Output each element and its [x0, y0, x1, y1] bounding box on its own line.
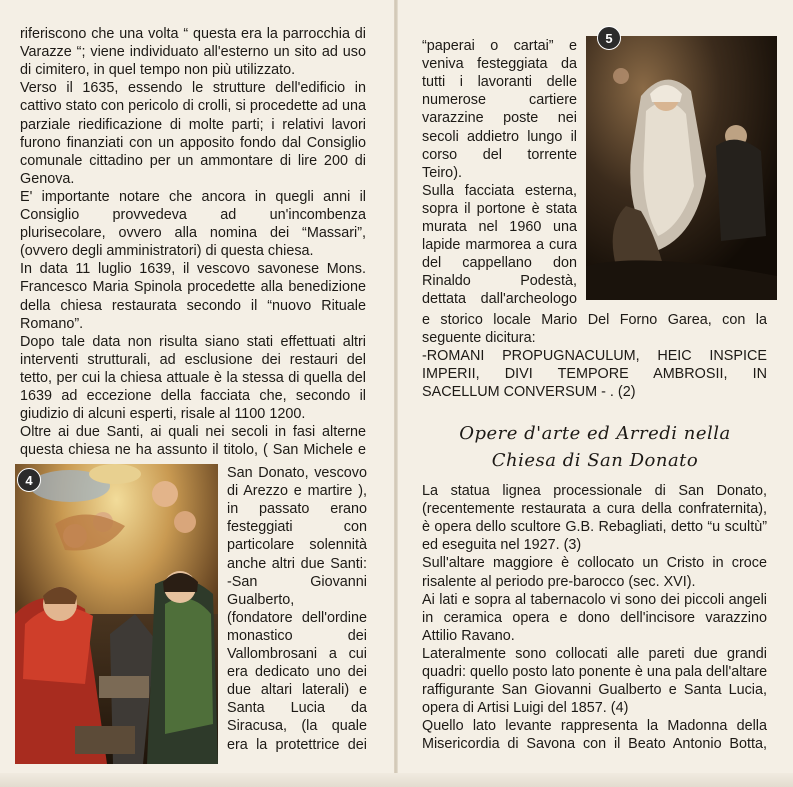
- text-line: In data 11 luglio 1639, il vescovo savonese Mons.: [20, 261, 366, 278]
- text-line: anche altri due Santi:: [227, 555, 367, 572]
- text-line: seguente dicitura:: [422, 330, 536, 347]
- text-line: risalente al periodo pre-barocco (sec. XVI).: [422, 573, 696, 590]
- text-line: varazzine poste nei: [422, 110, 577, 127]
- section-heading-line1: Opere d'arte ed Arredi nella: [459, 423, 731, 444]
- text-line: Genova.: [20, 170, 75, 187]
- text-line: tutti i lavoranti delle: [422, 74, 577, 91]
- text-line: Lateralmente sono collocati alle pareti due grandi: [422, 645, 767, 662]
- text-line: IMPERII, DIVI TEMPORE AMBROSII, IN: [422, 366, 767, 383]
- painting-figure-4: [15, 464, 218, 764]
- text-line: lapide marmorea a cura: [422, 237, 577, 254]
- text-line: parziale riedificazione di molte parti; i relativi lavori: [20, 116, 366, 133]
- text-line: plurisecolare, ovvero alla nomina dei “Massari”,: [20, 225, 366, 242]
- text-line: veniva festeggiata da: [422, 56, 577, 73]
- text-line: Attilio Ravano.: [422, 627, 515, 644]
- text-line: di cimitero, in quel tempo non più utilizzato.: [20, 62, 296, 79]
- text-line: Vallombrosani a cui: [227, 646, 367, 662]
- text-line: questa chiesa ne ha assunto il titolo, ( San Michele e: [20, 442, 366, 459]
- text-line: del cappellano don: [422, 255, 577, 272]
- text-line: “paperai o cartai” e: [422, 38, 577, 54]
- text-line: Verso il 1635, essendo le strutture dell'edificio in: [20, 80, 366, 97]
- text-line: di Arezzo e martire ),: [227, 483, 367, 500]
- text-line: sopra il portone è stata: [422, 200, 577, 217]
- text-line: murata nel 1960 una: [422, 219, 577, 235]
- text-line: particolare solennità: [227, 537, 367, 554]
- text-line: cattivo stato con pericolo di crolli, si procedette ad una: [20, 98, 366, 115]
- text-line: due altari laterali) e: [227, 682, 367, 699]
- text-line: Misericordia di Savona con il Beato Antonio Botta,: [422, 736, 767, 753]
- text-line: riferiscono che una volta “ questa era la parrocchia di: [20, 26, 366, 42]
- text-line: Sull'altare maggiore è collocato un Cristo in croce: [422, 555, 767, 572]
- text-line: tetto, per cui la chiesa attuale è la stessa di quella del: [20, 369, 366, 386]
- text-line: secoli addietro lungo il: [422, 128, 577, 145]
- text-line: era la protettrice dei: [227, 736, 367, 753]
- text-line: corso del torrente: [422, 146, 577, 163]
- figure-number-badge: 4: [17, 468, 41, 492]
- text-line: (fondatore dell'ordine: [227, 609, 367, 626]
- text-line: raffigurante San Giovanni Gualberto e Santa Lucia,: [422, 682, 767, 699]
- text-line: Quello lato levante rappresenta la Madonna della: [422, 718, 767, 735]
- text-line: Gualberto,: [227, 591, 295, 608]
- section-heading-line2: Chiesa di San Donato: [491, 450, 699, 471]
- text-line: era dedicato uno dei: [227, 664, 367, 681]
- text-line: Dopo tale data non risulta siano stati effettuati altri: [20, 333, 366, 350]
- text-line: festeggiati con: [227, 519, 367, 536]
- text-line: interventi strutturali, ad esclusione dei restauri del: [20, 351, 366, 368]
- text-line: Francesco Maria Spinola procedette alla benedizione: [20, 279, 366, 296]
- text-line: Sulla facciata esterna,: [422, 182, 577, 199]
- text-line: (ovvero degli amministratori) di questa chiesa.: [20, 243, 314, 260]
- text-line: La statua lignea processionale di San Donato,: [422, 483, 767, 499]
- text-line: Consiglio provvedeva ad un'incombenza: [20, 207, 366, 223]
- painting-figure-5: [586, 36, 777, 300]
- page-fold: [394, 0, 398, 787]
- text-line: ed eseguita nel 1927. (3): [422, 537, 582, 554]
- text-line: in passato erano: [227, 501, 367, 518]
- text-line: monastico dei: [227, 627, 367, 644]
- text-line: Santa Lucia da: [227, 700, 367, 717]
- text-line: giudizio di alcuni esperti, risale al 1100 1200.: [20, 406, 306, 423]
- painting-saints-lucia-gualberto: [15, 464, 218, 764]
- text-line: furono finanziati con un apposito fondo dal Consiglio: [20, 134, 366, 151]
- text-line: Rinaldo Podestà,: [422, 273, 577, 290]
- text-line: in ceramica opera e dono dell'incisore varazzino: [422, 609, 767, 626]
- text-line: quadri: quello posto lato ponente è una pala dell'altare: [422, 664, 768, 680]
- text-line: -ROMANI PROPUGNACULUM, HEIC INSPICE: [422, 348, 767, 365]
- text-line: Varazze “; viene individuato all'esterno un sito ad uso: [20, 44, 366, 61]
- text-line: -San Giovanni: [227, 573, 367, 590]
- text-line: è opera dello scultore G.B. Rebagliati, detto “u scultù”: [422, 519, 767, 536]
- text-line: dettata dall'archeologo: [422, 291, 577, 308]
- text-line: SACELLUM CONVERSUM - . (2): [422, 384, 636, 401]
- text-line: Oltre ai due Santi, ai quali nei secoli in fasi alterne: [20, 424, 366, 441]
- text-line: Siracusa, (la quale: [227, 718, 367, 735]
- text-line: Teiro).: [422, 164, 462, 181]
- text-line: Romano”.: [20, 315, 84, 332]
- text-line: San Donato, vescovo: [227, 465, 367, 481]
- text-line: 1639 ad eccezione della facciata che, secondo il: [20, 388, 366, 404]
- figure-number-badge: 5: [597, 26, 621, 50]
- page-bottom-edge: [0, 773, 793, 787]
- text-line: opera di Artisi Luigi del 1857. (4): [422, 700, 629, 717]
- text-line: numerose cartiere: [422, 92, 577, 109]
- text-line: e storico locale Mario Del Forno Garea, con la: [422, 312, 767, 328]
- text-line: comunale cittadino per un ammontare di lire 200 di: [20, 152, 366, 169]
- text-line: della chiesa restaurata secondo il “nuovo Rituale: [20, 297, 366, 314]
- text-line: Ai lati e sopra al tabernacolo vi sono dei piccoli angeli: [422, 591, 767, 608]
- text-line: (recentemente restaurata a cura della confraternita),: [422, 501, 767, 518]
- painting-madonna-misericordia: [586, 36, 777, 300]
- text-line: E' importante notare che ancora in quegli anni il: [20, 188, 366, 205]
